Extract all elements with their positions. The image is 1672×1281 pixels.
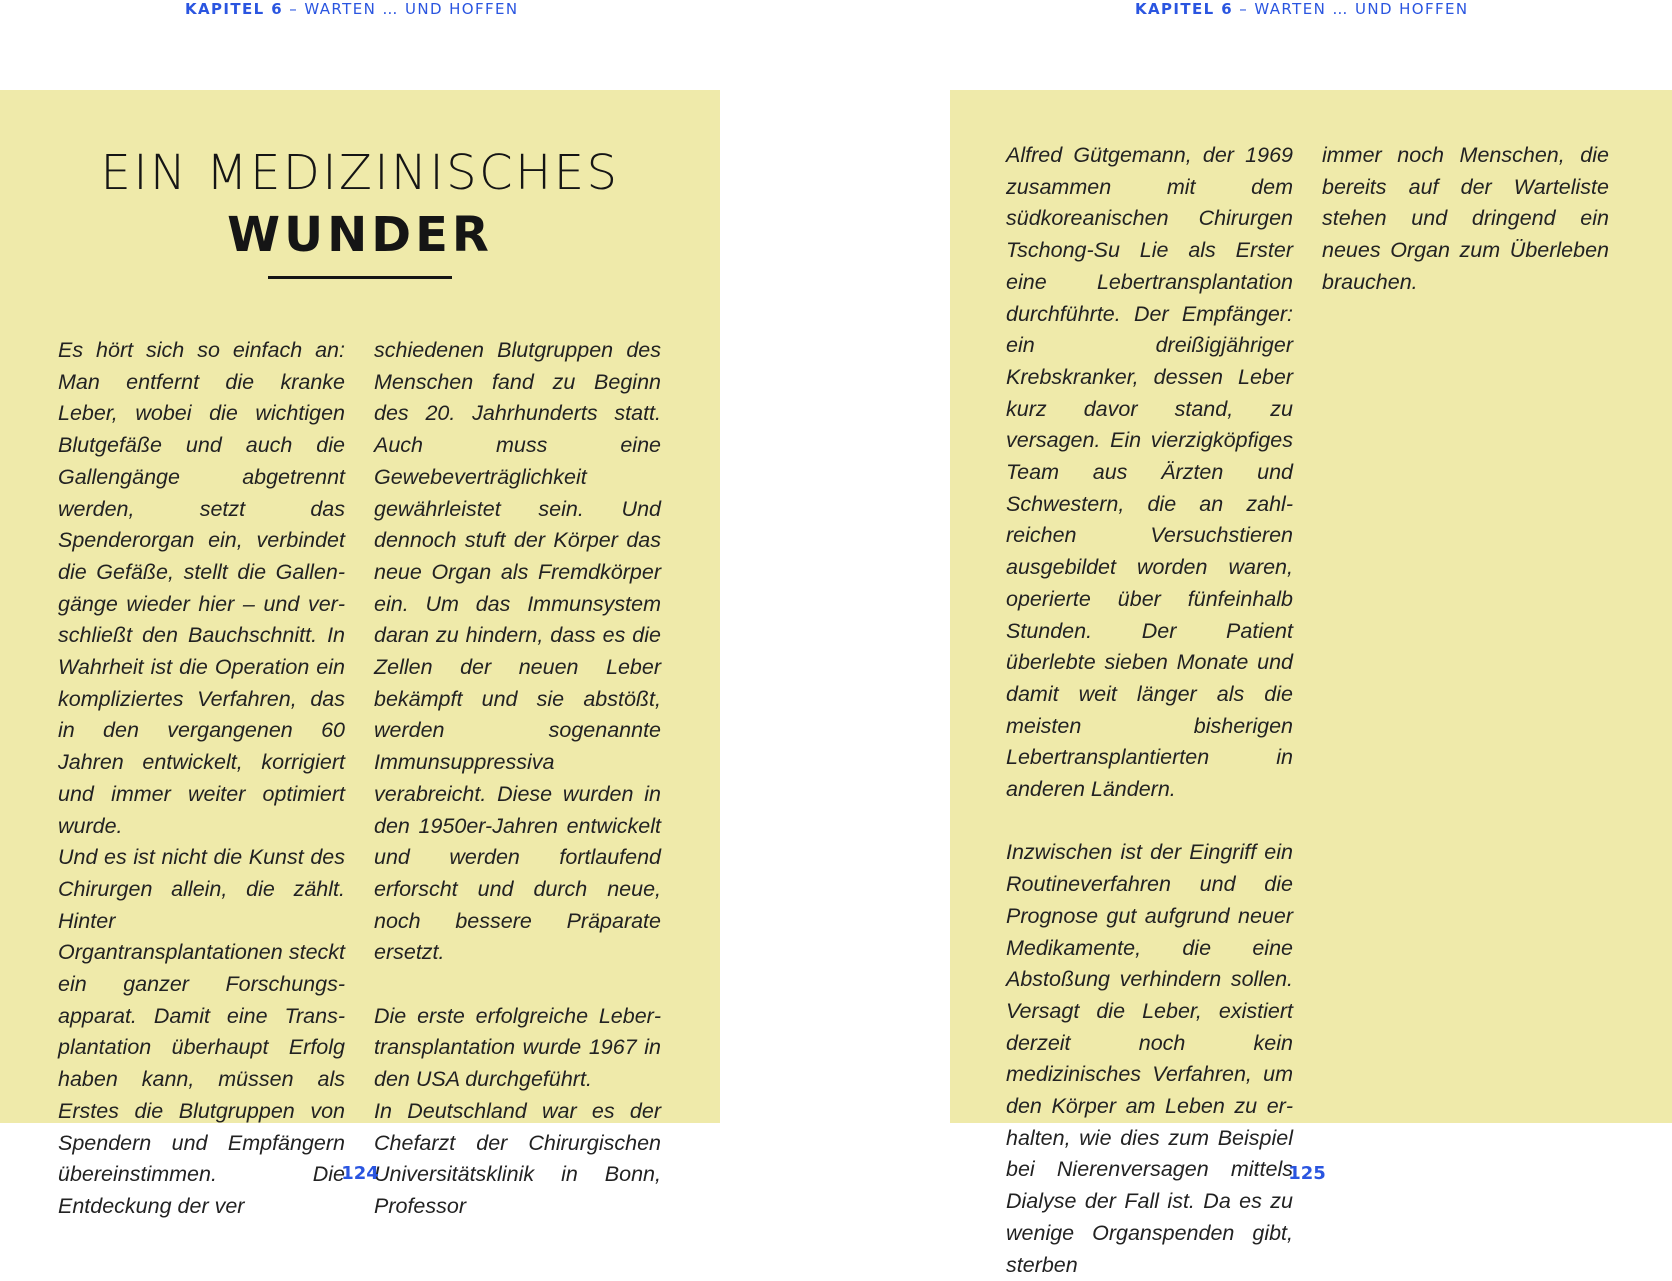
text-column-left-1 (58, 335, 345, 1223)
paragraph: Und es ist nicht die Kunst des Chirurgen allein, die zählt. Hinter Organtransplantationen steckt ein ganzer Forschungsapparat. Damit eine Transplantation überhaupt Erfolg haben kann, müssen als Erstes die Blutgruppen von Spendern und Empfängern übereinstimmen. Die Entdeckung der ver (58, 845, 345, 1218)
chapter-label: KAPITEL 6 (185, 0, 284, 18)
text-column-right-1 (1006, 140, 1293, 1281)
article-headline (0, 140, 720, 264)
chapter-label: KAPITEL 6 (1135, 0, 1234, 18)
paragraph: Es hört sich so einfach an: Man entfernt die kranke Leber, wobei die wichtigen Blutgefäße und auch die Gallengänge abgetrennt werden, setzt das Spenderorgan ein, verbindet die Gefäße, stellt die Gallengänge wieder hier – und verschließt den Bauchschnitt. In Wahrheit ist die Operation ein kompliziertes Verfahren, das in den vergangenen 60 Jahren entwickelt, korrigiert und immer weiter optimiert wurde. (58, 338, 345, 838)
text-column-left-2 (374, 335, 661, 1223)
paragraph: Alfred Gütgemann, der 1969 zusammen mit dem südkoreanischen Chirurgen Tschong-Su Lie als Erster eine Lebertransplantation durchführte. Der Empfänger: ein dreißigjähriger Krebskranker, dessen Leber kurz davor stand, zu versagen. Ein vierzigköpfiges Team aus Ärzten und Schwestern, die an zahlreichen Versuchstieren ausgebildet worden waren, operierte über fünfeinhalb Stunden. Der Patient überlebte sieben Monate und damit weit länger als die meisten bisherigen Lebertransplantierten in anderen Ländern. (1006, 143, 1293, 802)
paragraph: In Deutschland war es der Chefarzt der Chirurgischen Universitätsklinik in Bonn, Professor (374, 1098, 661, 1218)
chapter-title: – WARTEN … UND HOFFEN (283, 0, 519, 18)
paragraph: Inzwischen ist der Eingriff ein Routineverfahren und die Prognose gut aufgrund neuer Medikamente, die eine Abstoßung verhindern sollen. Versagt die Leber, existiert derzeit noch kein medizinisches Verfahren, um den Körper am Leben zu erhalten, wie dies zum Beispiel bei Nierenversagen mittels Dialyse der Fall ist. Da es zu wenige Organspenden gibt, sterben (1006, 840, 1293, 1277)
running-header-left (185, 0, 519, 20)
page-number-right: 125 (1288, 1163, 1326, 1184)
paragraph: immer noch Menschen, die bereits auf der Warteliste stehen und dringend ein neues Organ zum Überleben brauchen. (1322, 143, 1609, 294)
text-column-right-2 (1322, 140, 1609, 299)
headline-line-2: WUNDER (227, 207, 493, 263)
headline-rule (268, 276, 452, 279)
chapter-title: – WARTEN … UND HOFFEN (1233, 0, 1469, 18)
paragraph: schiedenen Blutgruppen des Menschen fand zu Beginn des 20. Jahrhunderts statt. Auch muss eine Gewebeverträglichkeit gewährleistet sein. Und dennoch stuft der Körper das neue Organ als Fremdkörper ein. Um das Immunsystem daran zu hindern, dass es die Zellen der neuen Leber bekämpft und sie abstößt, werden sogenannte Immunsuppressiva verabreicht. Diese wurden in den 1950er-Jahren entwickelt und werden fortlaufend erforscht und durch neue, noch bessere Präparate ersetzt. (374, 338, 661, 965)
page-number-left: 124 (341, 1163, 379, 1184)
paragraph: Die erste erfolgreiche Lebertransplantation wurde 1967 in den USA durchgeführt. (374, 1003, 661, 1092)
headline-line-1: EIN MEDIZINISCHES (100, 145, 620, 201)
running-header-right (1135, 0, 1469, 20)
